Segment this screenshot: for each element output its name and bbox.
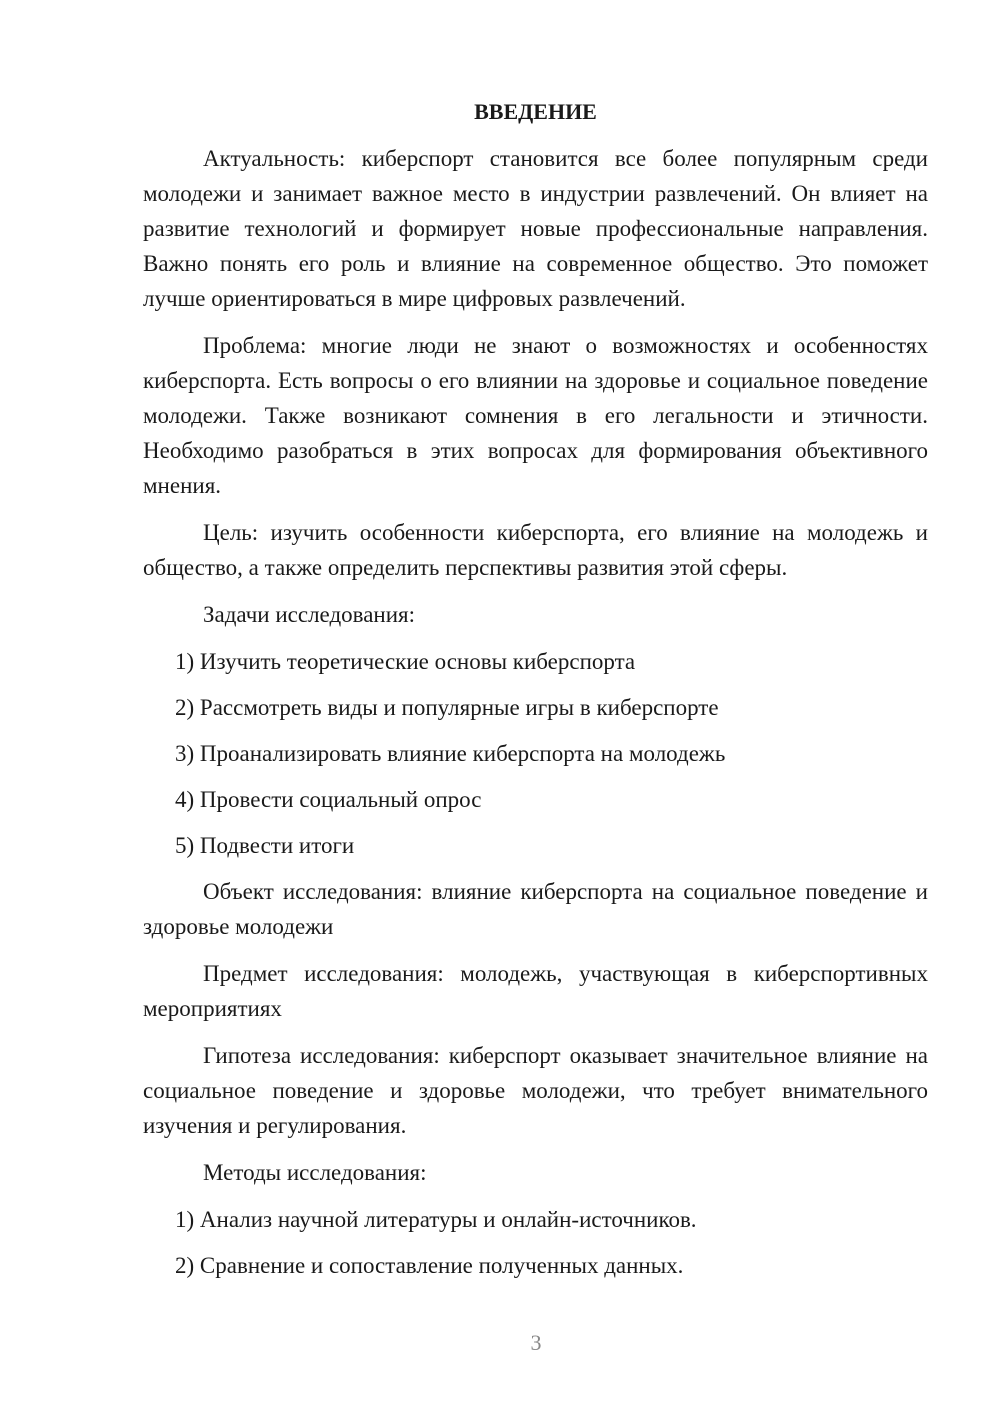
hypothesis-paragraph: Гипотеза исследования: киберспорт оказывает значительное влияние на социальное поведение и здоровье молодежи, что требует внимательного изучения и регулирования. xyxy=(143,1043,928,1138)
list-item: 2) Рассмотреть виды и популярные игры в киберспорте xyxy=(175,695,719,720)
object-paragraph: Объект исследования: влияние киберспорта на социальное поведение и здоровье молодежи xyxy=(143,879,928,939)
list-item: 1) Изучить теоретические основы киберспорта xyxy=(175,649,636,674)
methods-list xyxy=(143,1202,928,1283)
list-item: 4) Провести социальный опрос xyxy=(175,787,482,812)
section-title: ВВЕДЕНИЕ xyxy=(474,99,597,124)
methods-heading: Методы исследования: xyxy=(203,1160,427,1185)
subject-paragraph: Предмет исследования: молодежь, участвующая в киберспортивных мероприятиях xyxy=(143,961,928,1021)
list-item: 5) Подвести итоги xyxy=(175,833,355,858)
page-content xyxy=(143,94,928,1294)
list-item: 2) Сравнение и сопоставление полученных данных. xyxy=(175,1253,684,1278)
list-item: 1) Анализ научной литературы и онлайн-источников. xyxy=(175,1207,697,1232)
tasks-list xyxy=(143,644,928,863)
list-item: 3) Проанализировать влияние киберспорта на молодежь xyxy=(175,741,726,766)
goal-paragraph: Цель: изучить особенности киберспорта, его влияние на молодежь и общество, а также определить перспективы развития этой сферы. xyxy=(143,520,928,580)
relevance-paragraph: Актуальность: киберспорт становится все более популярным среди молодежи и занимает важное место в индустрии развлечений. Он влияет на развитие технологий и формирует новые профессиональные направления. Важно понять его роль и влияние на современное общество. Это поможет лучше ориентироваться в мире цифровых развлечений. xyxy=(143,146,928,311)
tasks-heading: Задачи исследования: xyxy=(203,602,416,627)
problem-paragraph: Проблема: многие люди не знают о возможностях и особенностях киберспорта. Есть вопросы о его влиянии на здоровье и социальное поведение молодежи. Также возникают сомнения в его легальности и этичности. Необходимо разобраться в этих вопросах для формирования объективного мнения. xyxy=(143,333,928,498)
page-number: 3 xyxy=(530,1330,542,1355)
